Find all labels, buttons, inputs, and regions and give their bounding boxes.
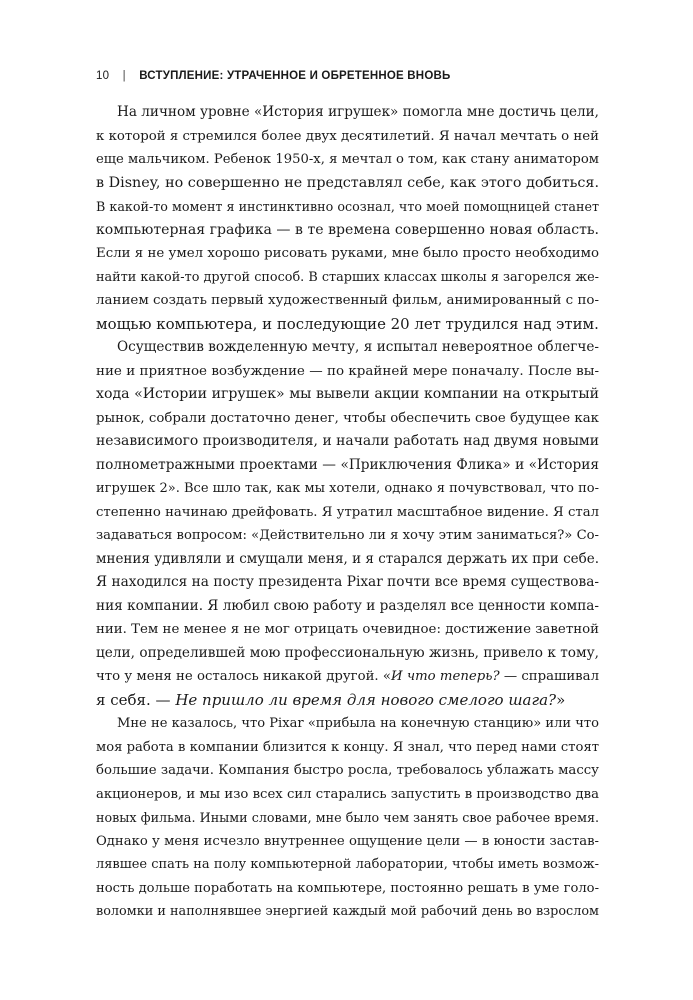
text-run: На личном уровне «История игрушек» помогла мне достичь цели, (117, 104, 599, 120)
body-text (96, 101, 599, 924)
text-line (96, 125, 599, 149)
text-line (96, 736, 599, 760)
text-line (96, 712, 599, 736)
text-line (96, 830, 599, 854)
text-run: независимого производителя, и начали работать над двумя новыми (96, 433, 599, 449)
text-line (96, 101, 599, 125)
paragraph (96, 336, 599, 712)
text-line (96, 407, 599, 431)
text-line (96, 595, 599, 619)
text-run: хода «Истории игрушек» мы вывели акции компании на открытый (96, 386, 599, 402)
text-run: нии. Тем не менее я не мог отрицать очевидное: достижение заветной (96, 622, 599, 637)
text-line (96, 783, 599, 807)
text-line (96, 806, 599, 830)
text-line (96, 642, 599, 666)
text-run: большие задачи. Компания быстро росла, требовалось ублажать массу (96, 763, 599, 778)
text-run: воломки и наполнявшее энергией каждый мой рабочий день во взрослом (96, 904, 599, 919)
text-line (96, 689, 599, 713)
text-run: к которой я стремился более двух десятилетий. Я начал мечтать о ней (96, 128, 599, 144)
text-run: я себя. — (96, 690, 176, 709)
text-run: Если я не умел хорошо рисовать руками, мне было просто необходимо (96, 246, 599, 261)
text-run: найти какой-то другой способ. В старших классах школы я загорелся же- (96, 269, 599, 285)
text-line (96, 477, 599, 501)
text-run: ние и приятное возбуждение — по крайней мере поначалу. После вы- (96, 363, 599, 379)
text-run: мощью компьютера, и последующие 20 лет трудился над этим. (96, 314, 599, 333)
text-line (96, 383, 599, 407)
text-run: Я находился на посту президента Pixar почти все время существова- (96, 574, 599, 590)
text-run: ния компании. Я любил свою работу и разделял все ценности компа- (96, 597, 599, 614)
text-run: задаваться вопросом: «Действительно ли я хочу этим заниматься?» Со- (96, 528, 599, 543)
text-run: что у меня не осталось никакой другой. « (96, 669, 392, 684)
text-run: полнометражными проектами — «Приключения Флика» и «История (96, 456, 599, 473)
text-run: новых фильма. Иными словами, мне было чем занять свое рабочее время. (96, 810, 599, 825)
text-line (96, 242, 599, 266)
text-run: ность дольше поработать на компьютере, постоянно решать в уме голо- (96, 880, 599, 896)
text-line (96, 877, 599, 901)
text-line (96, 360, 599, 384)
text-run: рынок, собрали достаточно денег, чтобы обеспечить свое будущее как (96, 410, 599, 426)
text-run: мнения удивляли и смущали меня, и я старался держать их при себе. (96, 550, 599, 567)
text-line (96, 313, 599, 337)
text-run: цели, определившей мою профессиональную жизнь, привело к тому, (96, 644, 599, 661)
text-line (96, 759, 599, 783)
text-line (96, 336, 599, 360)
text-run: акционеров, и мы изо всех сил старались запустить в производство два (96, 786, 599, 802)
text-line (96, 430, 599, 454)
text-line (96, 618, 599, 642)
text-run: Осуществив вожделенную мечту, я испытал невероятное облегче- (117, 339, 599, 355)
text-line (96, 524, 599, 548)
text-run: Однако у меня исчезло внутреннее ощущение цели — в юности застав- (96, 833, 599, 849)
text-line (96, 172, 599, 196)
text-line (96, 266, 599, 290)
text-line (96, 501, 599, 525)
text-run: лявшее спать на полу компьютерной лаборатории, чтобы иметь возмож- (96, 857, 599, 872)
paragraph (96, 101, 599, 336)
text-run: степенно начинаю дрейфовать. Я утратил масштабное видение. Я стал (96, 504, 599, 520)
text-run: — спрашивал (499, 669, 599, 684)
text-run: игрушек 2». Все шло так, как мы хотели, однако я почувствовал, что по- (96, 481, 599, 496)
text-run: еще мальчиком. Ребенок 1950-х, я мечтал о том, как стану аниматором (96, 152, 599, 167)
text-run: Мне не казалось, что Pixar «прибыла на конечную станцию» или что (117, 716, 599, 731)
italic-text: И что теперь? (391, 669, 500, 684)
text-line (96, 148, 599, 172)
text-line (96, 289, 599, 313)
running-head (96, 70, 450, 82)
text-run: В какой-то момент я инстинктивно осознал, что моей помощницей станет (96, 199, 599, 214)
text-line (96, 195, 599, 219)
text-line (96, 454, 599, 478)
text-run: ланием создать первый художественный фильм, анимированный с по- (96, 293, 599, 308)
text-run: компьютерная графика — в те времена совершенно новая область. (96, 221, 599, 238)
page-number: 10 (96, 70, 110, 82)
text-line (96, 219, 599, 243)
italic-text: Не пришло ли время для нового смелого шага? (175, 690, 557, 709)
paragraph (96, 712, 599, 924)
text-line (96, 571, 599, 595)
text-line (96, 548, 599, 572)
section-title: ВСТУПЛЕНИЕ: УТРАЧЕННОЕ И ОБРЕТЕННОЕ ВНОВЬ (139, 70, 451, 82)
text-line (96, 665, 599, 689)
text-line (96, 900, 599, 924)
text-run: моя работа в компании близится к концу. Я знал, что перед нами стоят (96, 739, 599, 755)
text-line (96, 853, 599, 877)
text-run: » (556, 690, 566, 709)
text-run: в Disney, но совершенно не представлял себе, как этого добиться. (96, 174, 599, 191)
header-divider: | (122, 70, 126, 82)
